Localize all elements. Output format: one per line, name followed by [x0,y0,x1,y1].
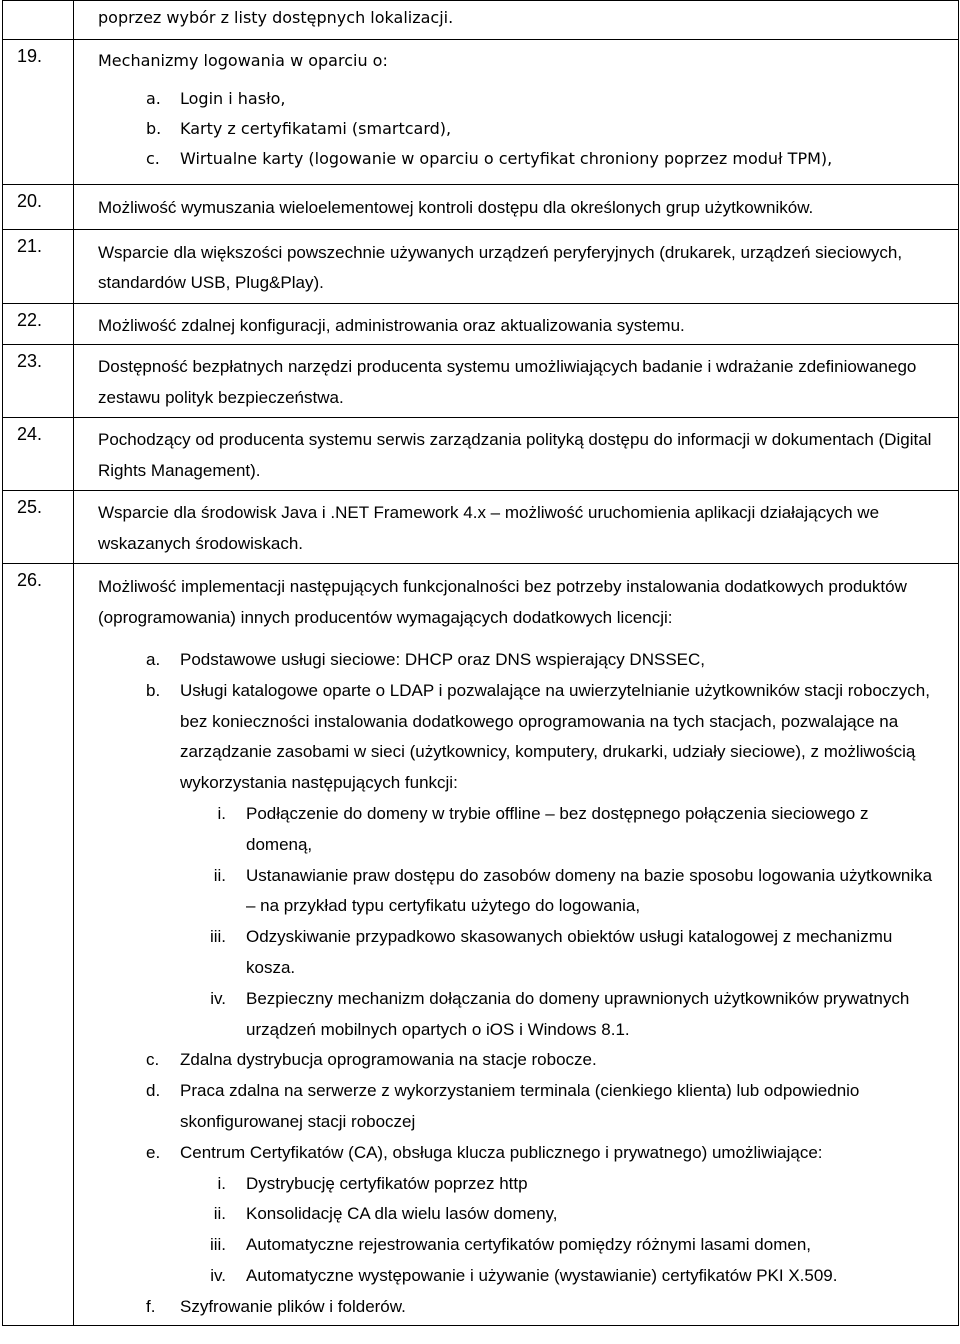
row-text: Możliwość implementacji następujących funkcjonalności bez potrzeby instalowania dodatkowych produktów (oprogramowania) innych producentów wymagających dodatkowych licencji: [98,577,907,627]
row-number: 23. [17,351,43,371]
row-number: 25. [17,497,43,517]
row-text: Dostępność bezpłatnych narzędzi producenta systemu umożliwiających badanie i wdrażanie zdefiniowanego zestawu polityk bezpieczeństwa. [98,357,917,407]
spec-table [2,0,959,1326]
table-row [3,229,959,303]
row-text: Możliwość wymuszania wieloelementowej kontroli dostępu dla określonych grup użytkowników. [98,198,814,217]
row-text: Mechanizmy logowania w oparciu o: [98,50,388,70]
row-number: 24. [17,424,43,444]
list-item: c. Wirtualne karty (logowanie w oparciu o certyfikat chroniony poprzez moduł TPM), [146,149,833,168]
row-number: 21. [17,235,43,256]
sub-list [74,645,958,1325]
row-number: 22. [17,309,43,330]
list-item: c. Zdalna dystrybucja oprogramowania na stacje robocze. [146,1050,597,1070]
row-number: 19. [17,45,43,66]
table-row [3,39,959,185]
list-item: iii. Odzyskiwanie przypadkowo skasowanych obiektów usługi katalogowej z mechanizmu kosza. [209,927,893,977]
row-text: Wsparcie dla większości powszechnie używanych urządzeń peryferyjnych (drukarek, urządzeń sieciowych, standardów USB, Plug&Play). [98,242,903,292]
list-item: iii. Automatyczne rejestrowania certyfikatów pomiędzy różnymi lasami domen, [209,1235,812,1255]
list-item: e. Centrum Certyfikatów (CA), obsługa klucza publicznego i prywatnego) umożliwiające: [146,1142,823,1162]
list-item: iv. Bezpieczny mechanizm dołączania do domeny uprawnionych użytkowników prywatnych urządzeń mobilnych opartych o iOS i Windows 8.1. [210,988,910,1039]
list-item: ii. Konsolidację CA dla wielu lasów domeny, [213,1204,558,1224]
row-number: 26. [17,570,43,590]
list-item: ii. Ustanawianie praw dostępu do zasobów domeny na bazie sposobu logowania użytkownika – na przykład typu certyfikatu użytego do logowania, [213,865,933,916]
row-text: poprzez wybór z listy dostępnych lokalizacji. [98,8,454,27]
row-text: Możliwość zdalnej konfiguracji, administrowania oraz aktualizowania systemu. [98,315,685,335]
table-row [3,345,959,418]
list-item: a. Podstawowe usługi sieciowe: DHCP oraz DNS wspierający DNSSEC, [146,650,705,669]
list-item: i. Podłączenie do domeny w trybie offline – bez dostępnego połączenia sieciowego z domeną, [217,803,869,854]
row-text: Wsparcie dla środowisk Java i .NET Framework 4.x – możliwość uruchomienia aplikacji działających we wskazanych środowiskach. [98,503,880,553]
list-item: i. Dystrybucję certyfikatów poprzez http [217,1173,528,1193]
table-row-top [3,1,959,40]
list-item: d. Praca zdalna na serwerze z wykorzystaniem terminala (cienkiego klienta) lub odpowiednio skonfigurowanej stacji roboczej [146,1081,860,1131]
table-row [3,418,959,491]
sub-list [74,84,958,184]
row-text: Pochodzący od producenta systemu serwis zarządzania polityką dostępu do informacji w dokumentach (Digital Rights Management). [98,430,932,480]
row-number: 20. [17,191,43,211]
list-item: b. Usługi katalogowe oparte o LDAP i pozwalające na uwierzytelnianie użytkowników stacji roboczych, bez konieczności instalowania dodatkowego oprogramowania na tych stacjach, pozwalające na zarządzanie zasobami w sieci (użytkownicy, komputery, drukarki, udziały sieciowe), z możliwością wykorzystania następujących funkcji: [146,680,930,793]
list-item: b. Karty z certyfikatami (smartcard), [146,119,452,138]
list-item: iv. Automatyczne występowanie i używanie (wystawianie) certyfikatów PKI X.509. [210,1265,838,1285]
table-row [3,303,959,345]
table-row [3,185,959,230]
list-item: a. Login i hasło, [146,89,286,108]
list-item: f. Szyfrowanie plików i folderów. [146,1296,406,1316]
table-row [3,564,959,1326]
table-row [3,491,959,564]
